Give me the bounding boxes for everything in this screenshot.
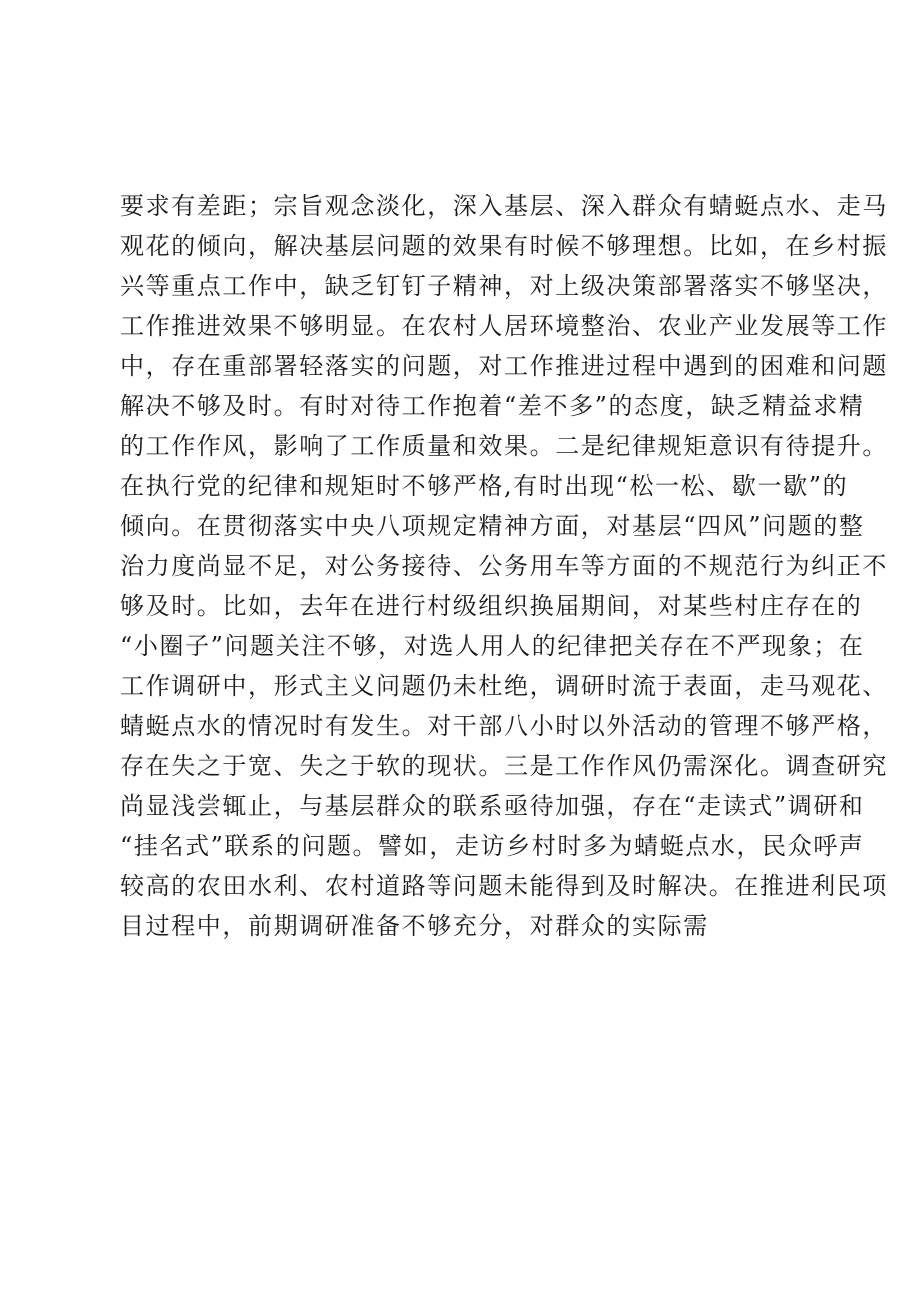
text-line: 目过程中，前期调研准备不够充分，对群众的实际需 — [120, 912, 709, 940]
text-line: 尚显浅尝辄止，与基层群众的联系亟待加强，存在“走读式”调研和 — [120, 792, 865, 820]
text-line: 够及时。比如，去年在进行村级组织换届期间，对某些村庄存在的 — [120, 592, 863, 620]
text-line: 要求有差距；宗旨观念淡化，深入基层、深入群众有蜻蜓点水、走马 — [120, 192, 888, 220]
text-line: “挂名式”联系的问题。譬如，走访乡村时多为蜻蜓点水，民众呼声 — [120, 832, 865, 860]
text-line: 在执行党的纪律和规矩时不够严格,有时出现“松一松、歇一歇”的 — [120, 472, 849, 500]
text-line: 中，存在重部署轻落实的问题，对工作推进过程中遇到的困难和问题 — [120, 352, 888, 380]
text-line: 的工作作风，影响了工作质量和效果。二是纪律规矩意识有待提升。 — [120, 432, 888, 460]
text-line: 治力度尚显不足，对公务接待、公务用车等方面的不规范行为纠正不 — [120, 552, 888, 580]
text-line: “小圈子”问题关注不够，对选人用人的纪律把关存在不严现象；在 — [120, 632, 865, 660]
text-line: 存在失之于宽、失之于软的现状。三是工作作风仍需深化。调查研究 — [120, 752, 888, 780]
body-paragraph — [120, 186, 888, 946]
text-line: 兴等重点工作中，缺乏钉钉子精神，对上级决策部署落实不够坚决， — [120, 272, 888, 300]
text-line: 解决不够及时。有时对待工作抱着“差不多”的态度，缺乏精益求精 — [120, 392, 865, 420]
text-line: 工作调研中，形式主义问题仍未杜绝，调研时流于表面，走马观花、 — [120, 672, 888, 700]
text-line: 工作推进效果不够明显。在农村人居环境整治、农业产业发展等工作 — [120, 312, 888, 340]
text-line: 观花的倾向，解决基层问题的效果有时候不够理想。比如，在乡村振 — [120, 232, 888, 260]
text-line: 蜻蜓点水的情况时有发生。对干部八小时以外活动的管理不够严格， — [120, 712, 888, 740]
text-line: 较高的农田水利、农村道路等问题未能得到及时解决。在推进利民项 — [120, 872, 888, 900]
text-line: 倾向。在贯彻落实中央八项规定精神方面，对基层“四风”问题的整 — [120, 512, 865, 540]
